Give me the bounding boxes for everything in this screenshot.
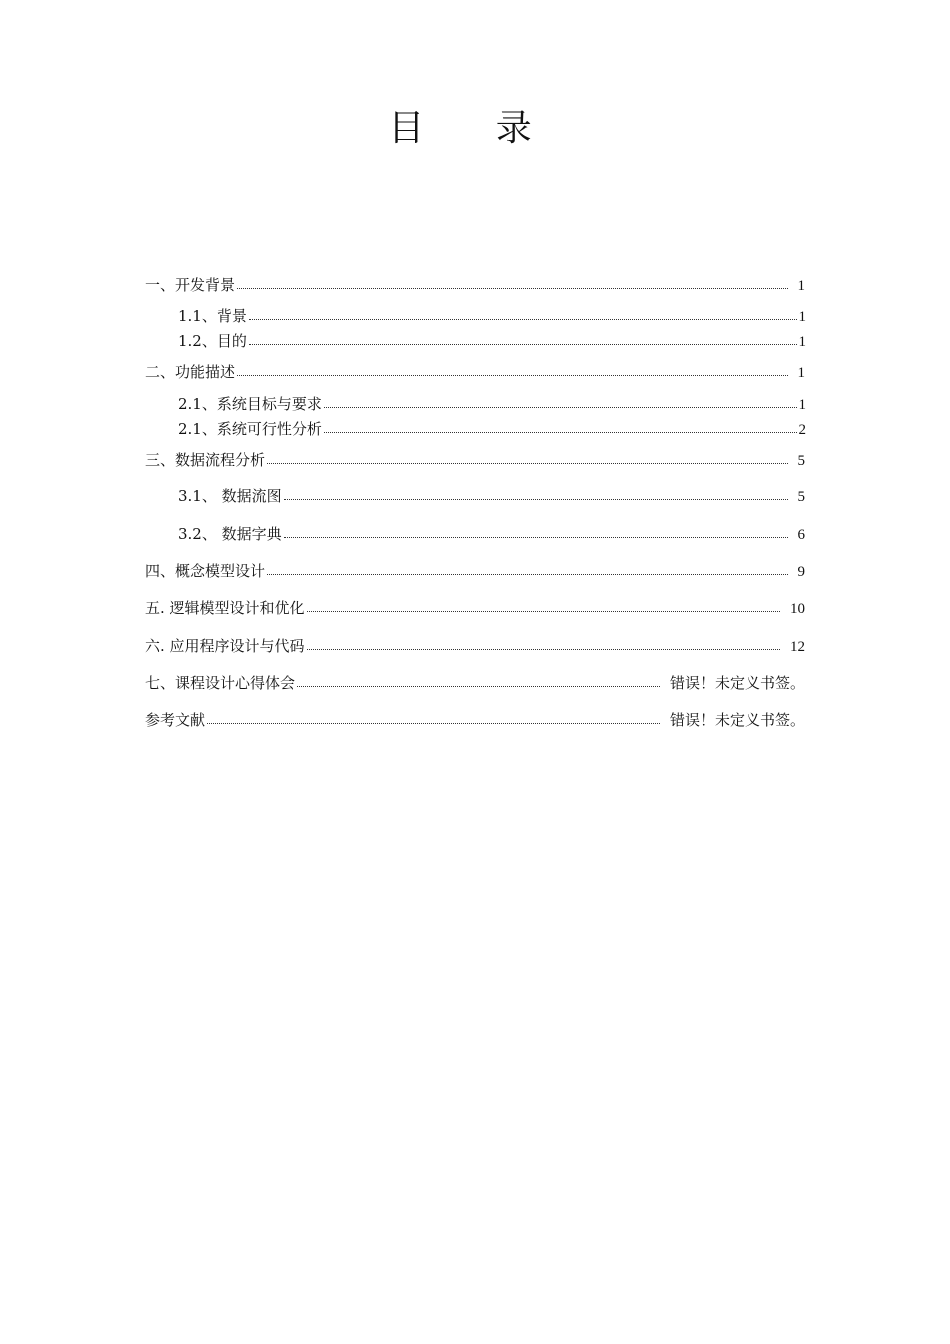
toc-entry-label: 1.2、目的 (178, 332, 247, 350)
dot-leader (297, 672, 660, 687)
toc-entry-label: 六. 应用程序设计与代码 (145, 637, 305, 655)
toc-entry[interactable] (178, 486, 805, 507)
toc-entry-label: 3.2、 数据字典 (178, 525, 282, 543)
toc-entry-label: 七、课程设计心得体会 (145, 674, 296, 692)
dot-leader (237, 361, 787, 376)
dot-leader (324, 418, 797, 433)
toc-entry-label: 二、功能描述 (145, 363, 236, 381)
dot-leader (307, 635, 780, 650)
toc-entry-page: 1 (798, 309, 806, 325)
toc-entry-page: 错误！未定义书签。 (669, 711, 805, 729)
toc-entry-page: 1 (798, 397, 806, 413)
toc-entry-label: 2.1、系统目标与要求 (178, 395, 322, 413)
toc-entry-page: 5 (797, 453, 805, 469)
toc-entry-label: 五. 逻辑模型设计和优化 (145, 599, 305, 617)
toc-entry-label: 2.1、系统可行性分析 (178, 420, 322, 438)
toc-entry[interactable] (178, 306, 806, 327)
toc-entry-label: 四、概念模型设计 (145, 562, 266, 580)
dot-leader (307, 597, 780, 612)
toc-entry-page: 5 (797, 489, 805, 505)
toc-entry-label: 1.1、背景 (178, 307, 247, 325)
dot-leader (237, 274, 787, 289)
toc-entry[interactable] (145, 362, 805, 383)
toc-entry[interactable] (178, 419, 806, 440)
toc-entry-page: 1 (798, 334, 806, 350)
toc-entry-page: 1 (797, 278, 805, 294)
toc-entry[interactable] (145, 598, 805, 619)
toc-entry[interactable] (145, 275, 805, 296)
dot-leader (267, 449, 787, 464)
toc-entry-page: 10 (790, 601, 805, 617)
dot-leader (284, 485, 788, 500)
toc-entry[interactable] (145, 450, 805, 471)
toc-entry[interactable] (145, 636, 805, 657)
dot-leader (284, 523, 788, 538)
dot-leader (207, 709, 660, 724)
toc-entry-page: 9 (797, 564, 805, 580)
dot-leader (324, 393, 797, 408)
toc-entry-page: 错误！未定义书签。 (669, 674, 805, 692)
toc-entry-label: 3.1、 数据流图 (178, 487, 282, 505)
toc-entry-page: 2 (798, 422, 806, 438)
toc-title: 目 录 (388, 108, 562, 149)
toc-entry[interactable] (178, 331, 806, 352)
toc-entry[interactable] (178, 394, 806, 415)
toc-entry-label: 参考文献 (145, 711, 206, 729)
toc-entry-page: 6 (797, 527, 805, 543)
toc-entry-page: 12 (790, 639, 805, 655)
toc-entry[interactable] (178, 524, 805, 545)
toc-entry-page: 1 (797, 365, 805, 381)
toc-entry[interactable] (145, 673, 805, 693)
toc-entry-label: 三、数据流程分析 (145, 451, 266, 469)
dot-leader (249, 330, 797, 345)
toc-entry-label: 一、开发背景 (145, 276, 236, 294)
toc-entry[interactable] (145, 710, 805, 730)
toc-entry[interactable] (145, 561, 805, 582)
dot-leader (267, 560, 787, 575)
dot-leader (249, 305, 797, 320)
